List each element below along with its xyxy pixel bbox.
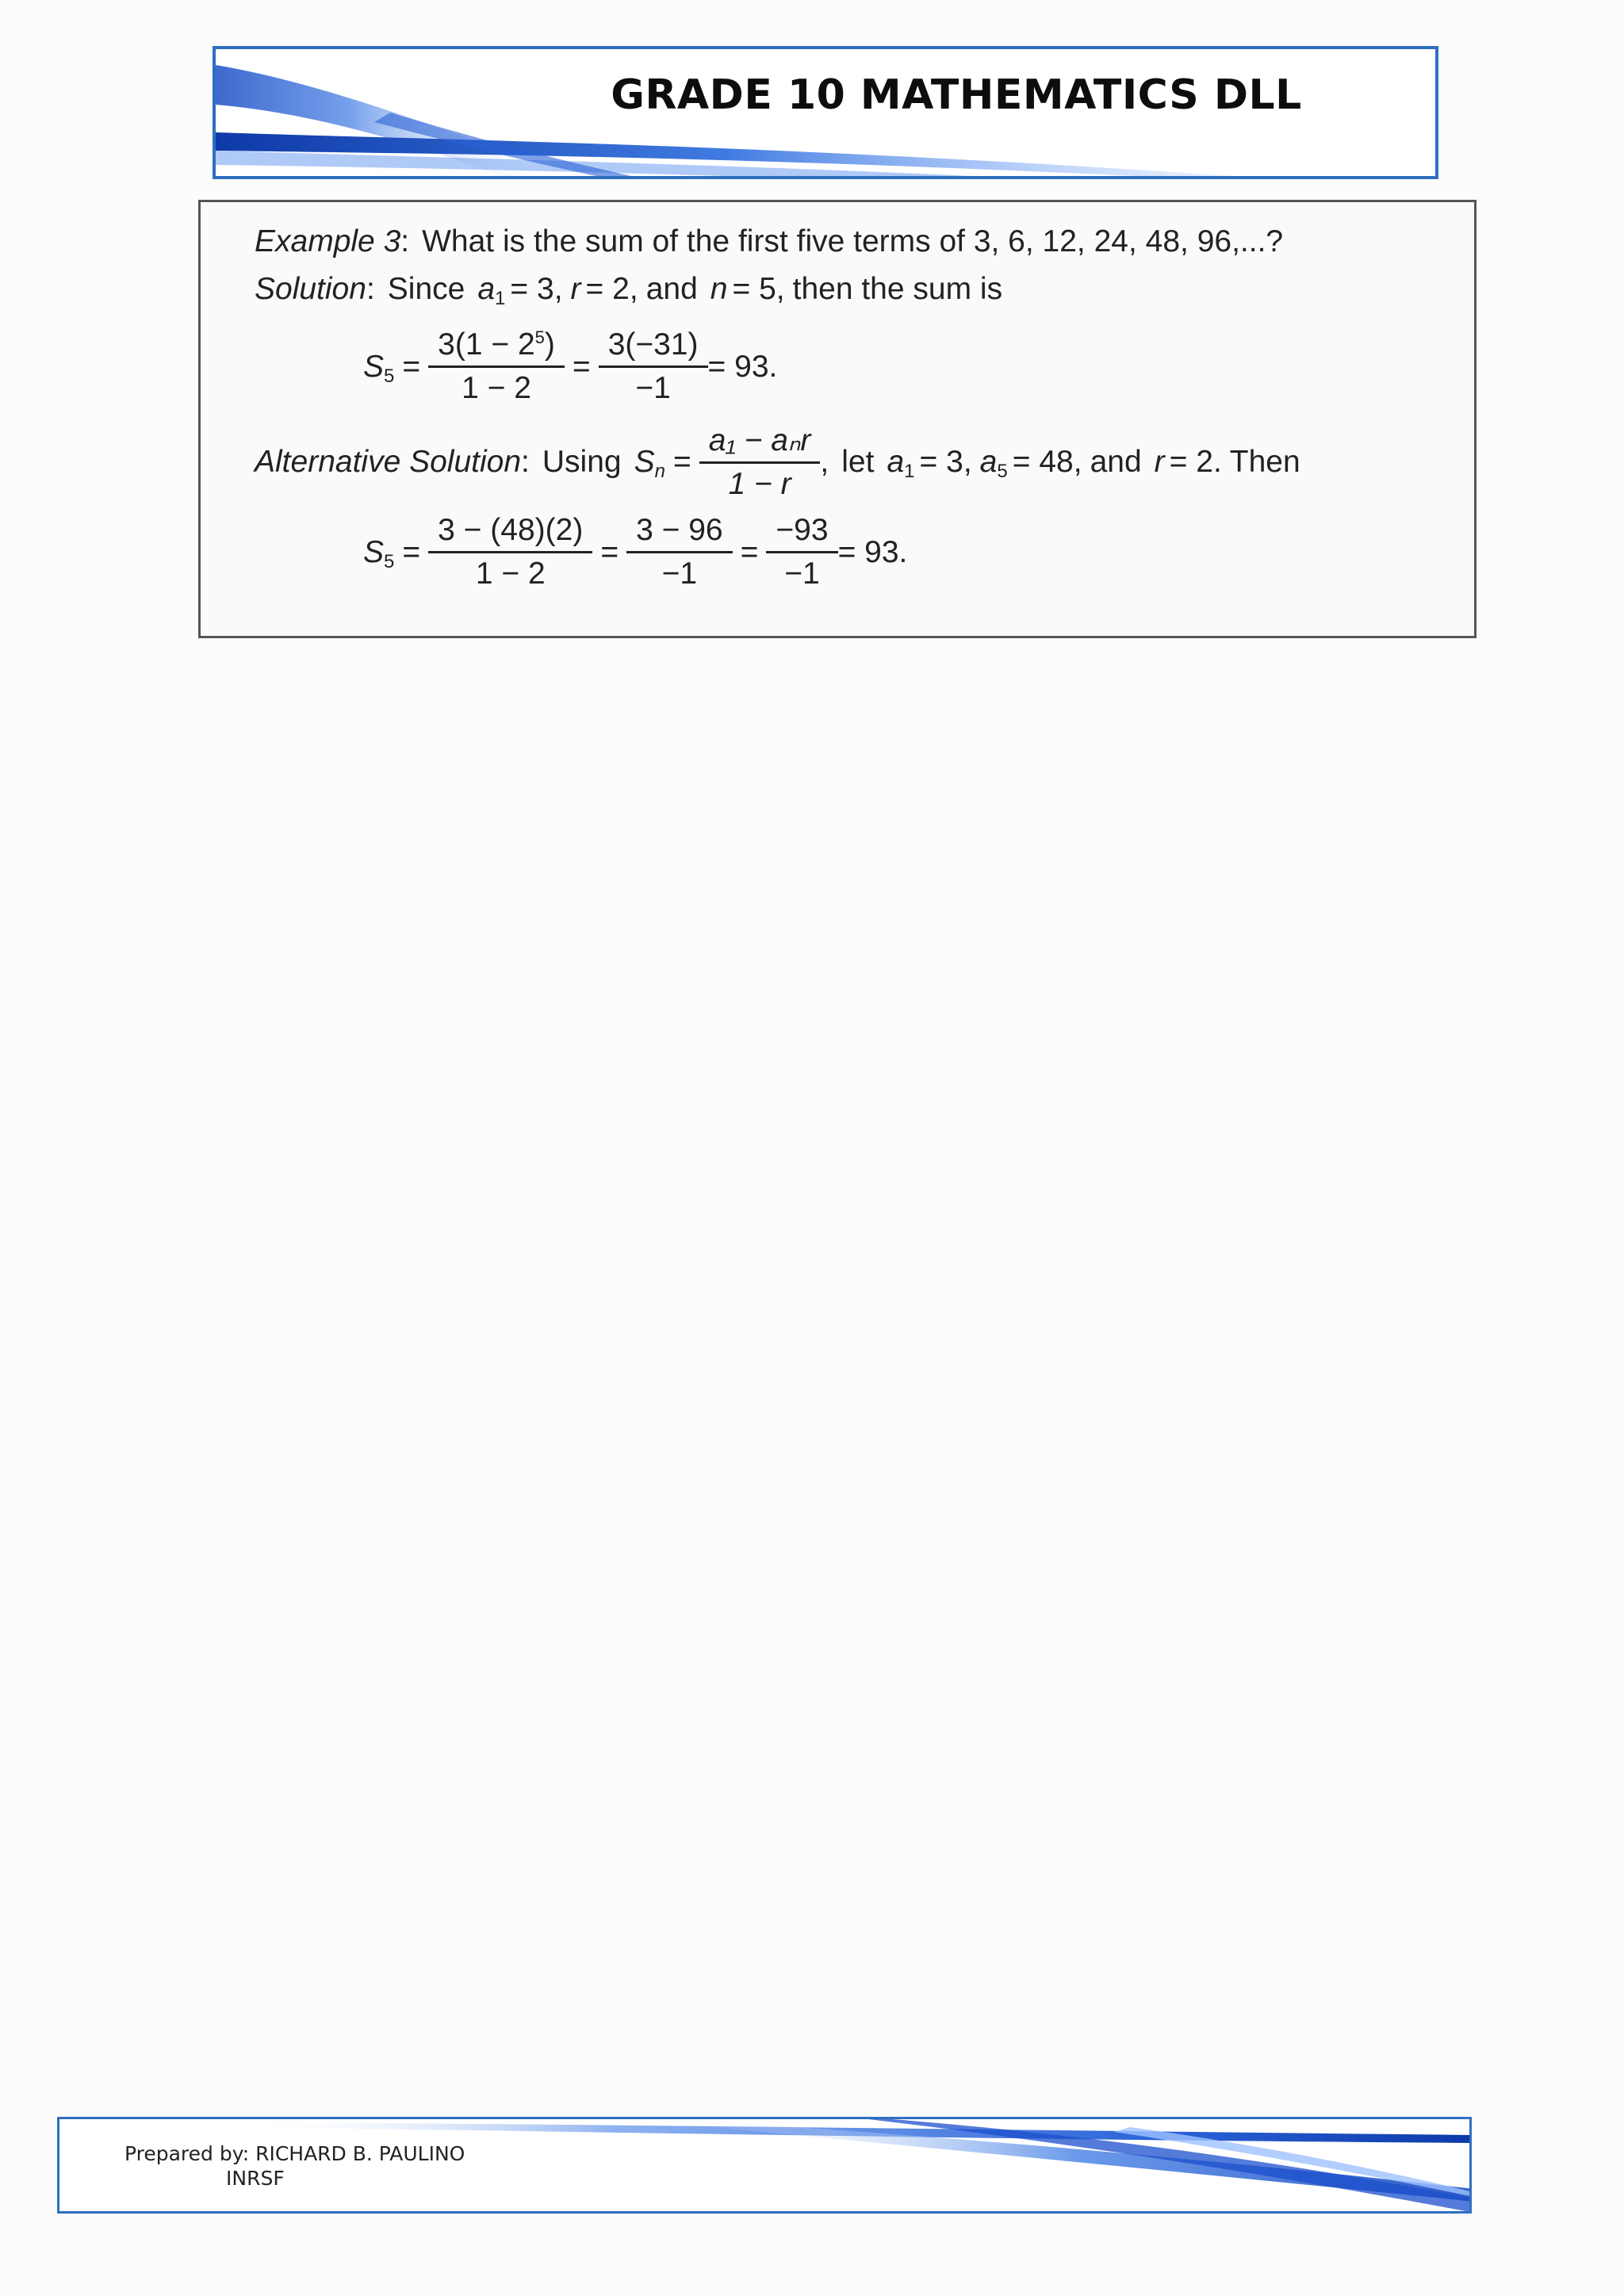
eq2-lhs-sub: 5 [384,550,395,572]
eq2-fraction-three: $\frac{-93}{-1}$ [771,513,833,591]
footer-text [124,2141,465,2191]
example-question: What is the sum of the first five terms of 3, 6, 12, 24, 48, 96,...? [422,224,1284,258]
eq1-fraction-one: $\frac{3(1 - 2^5)}{1 - 2}$ [433,327,560,406]
prepared-by: Prepared by: RICHARD B. PAULINO [124,2142,465,2165]
example-label: Example 3 [255,224,401,258]
eq2-fraction-two: $\frac{3 - 96}{-1}$ [631,513,728,591]
eq2-result: = 93. [837,534,908,569]
header-banner [213,46,1438,179]
eq1-lhs-sub: 5 [384,365,395,387]
solution-and: and [645,272,698,306]
solution-then: then the sum is [792,272,1003,306]
eq2-fraction-one: $\frac{3 - (48)(2)}{1 - 2}$ [433,513,588,591]
alt-then: Then [1229,445,1300,479]
alt-a1-value: = 3, [919,445,972,479]
organization: INRSF [226,2167,285,2190]
alt-solution-label: Alternative Solution [255,445,522,479]
alt-sum-formula: $\frac{\text{a₁ − aₙr}}{1 - r}$ [704,423,816,502]
solution-line: Solution : Since a 1 = 3, r = 2, and n = 5, then the sum is [255,272,1003,309]
alternative-solution-line: Alternative Solution : Using S n = $\frac{\text{a₁ − aₙr}}{1 - r}$ , let a 1 = 3, a 5 = 48, and r = 2. Then [255,423,1300,501]
page-title: GRADE 10 MATHEMATICS DLL [611,71,1302,119]
example-question-line: Example 3 : What is the sum of the first five terms of 3, 6, 12, 24, 48, 96,...? [255,224,1284,258]
solution-label: Solution [255,272,366,306]
solution-since: Since [387,272,465,306]
solution-r-value: = 2, [585,272,638,306]
solution-n-value: = 5, [732,272,785,306]
equation-one: S 5 = $\frac{3(1 - 2^5)}{1 - 2}$ = $\frac{3(-31)}{-1}$ = 93. [363,327,778,405]
eq1-result: = 93. [707,349,778,384]
example-box [198,200,1477,638]
alt-a5-value: = 48, [1012,445,1082,479]
solution-a1-value: = 3, [510,272,563,306]
equation-two: S 5 = $\frac{3 - (48)(2)}{1 - 2}$ = $\frac{3 - 96}{-1}$ = $\frac{-93}{-1}$ = 93. [363,513,908,591]
footer-banner [57,2117,1472,2214]
alt-using: Using [542,445,622,479]
alt-r-value: = 2. [1169,445,1222,479]
alt-let: let [841,445,875,479]
alt-and: and [1090,445,1142,479]
eq1-fraction-two: $\frac{3(-31)}{-1}$ [603,327,703,406]
